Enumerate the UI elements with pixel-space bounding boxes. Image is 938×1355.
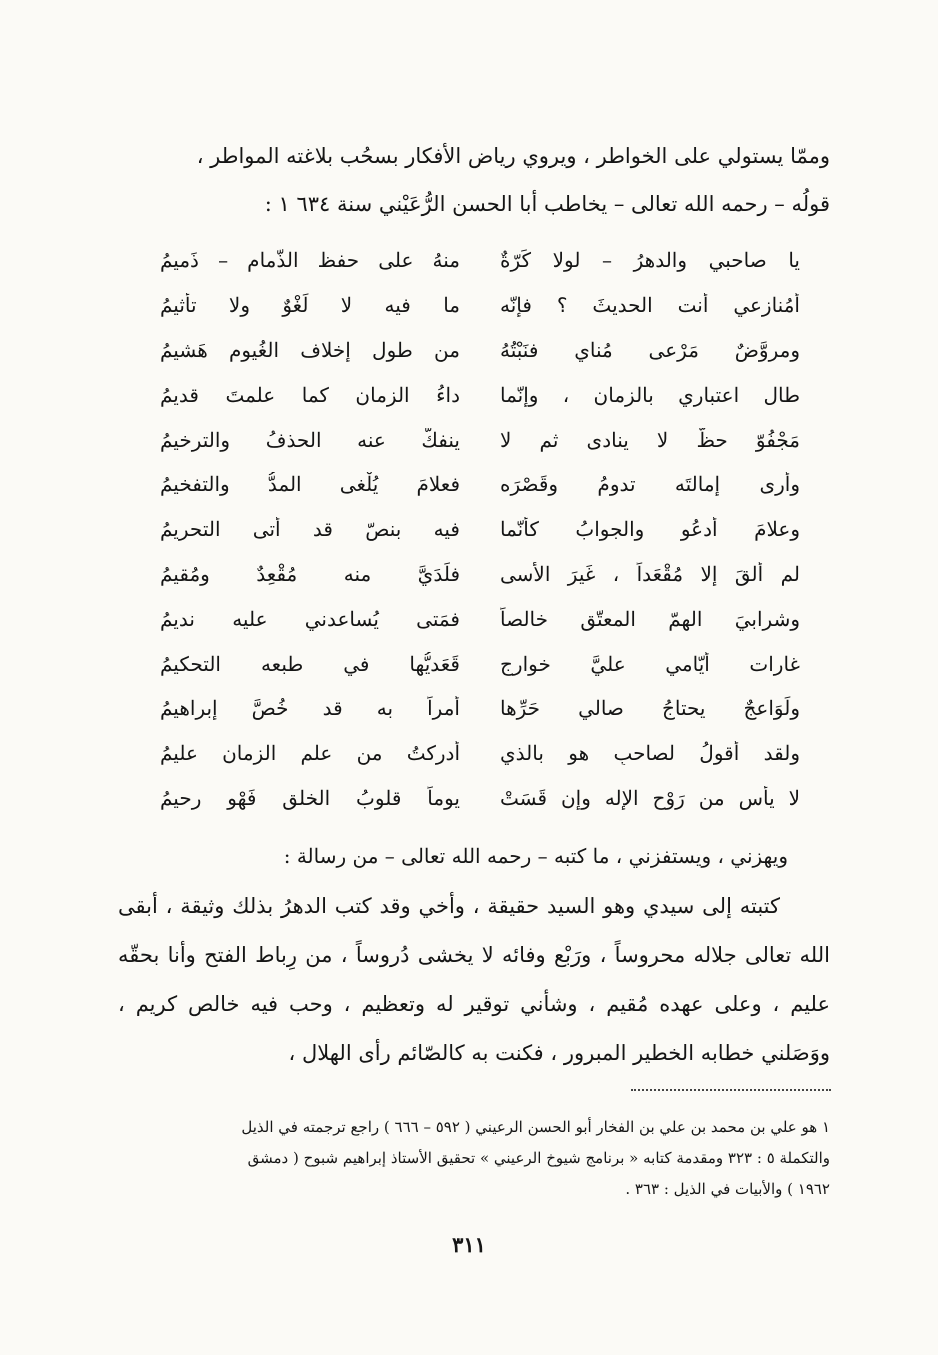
verse-first-hemistich: طال اعتباري بالزمان ، وإنّما [500, 382, 800, 407]
verse-first-hemistich: وعلامَ أدعُو والجوابُ كأنّما [500, 517, 800, 542]
poem-verse [160, 731, 800, 776]
verse-second-hemistich: ما فيه لا لَغْوٌ ولا تأثيمُ [160, 293, 460, 318]
verse-first-hemistich: يا صاحبي والدهرُ – لولا كَرّةٌ [500, 248, 800, 273]
footnote-line-2: والتكملة ٥ : ٣٢٣ ومقدمة كتابه « برنامج شيوخ الرعيني » تحقيق الأستاذ إبراهيم شبوح ( دمشق [247, 1149, 830, 1167]
verse-first-hemistich: لا يأس من رَوْح الإله وإن قَسَتْ [500, 785, 800, 810]
poem-verse [160, 372, 800, 417]
footnote-divider [631, 1089, 831, 1091]
intro-line-1: وممّا يستولي على الخواطر ، ويروي رياض الأفكار بسحُب بلاغته المواطر ، [196, 144, 830, 168]
intro-line-2: قولُه – رحمه الله تعالى – يخاطب أبا الحسن الرُّعَيْني سنة ٦٣٤ ١ : [264, 192, 830, 216]
poem-verse [160, 417, 800, 462]
verse-second-hemistich: فيه بنصّ قد أتى التحريمُ [160, 517, 460, 542]
verse-second-hemistich: من طول إخلاف الغُيوم هَشيمُ [160, 337, 460, 362]
verse-first-hemistich: مَجْفُوّ حظّ لا ينادى ثم لا [500, 427, 800, 452]
after-poem-line: ويهزني ، ويستفزني ، ما كتبه – رحمه الله تعالى – من رسالة : [283, 844, 788, 868]
footnote [118, 1112, 830, 1205]
poem-verse [160, 328, 800, 373]
verse-second-hemistich: منهُ على حفظ الذّمام – ذَميمُ [160, 248, 460, 273]
verse-second-hemistich: يوماً قلوبُ الخلق فَهْو رحيمُ [160, 785, 460, 810]
verse-first-hemistich: لم ألقَ إلا مُقْعَداً ، غَيرَ الأسى [500, 561, 800, 586]
verse-first-hemistich: وشرابيَ الهمّ المعتّق خالصاً [500, 606, 800, 631]
footnote-line-1: ١ هو علي بن محمد بن علي بن الفخار أبو الحسن الرعيني ( ٥٩٢ – ٦٦٦ ) راجع ترجمته في الذيل [241, 1118, 830, 1136]
verse-first-hemistich: وأرى إمالتَه تدومُ وقَصْرَه [500, 472, 800, 497]
verse-second-hemistich: فلَدَيَّ منه مُقْعِدٌ ومُقيمُ [160, 561, 460, 586]
poem-verse [160, 552, 800, 597]
poem-verse [160, 686, 800, 731]
intro-paragraph [120, 132, 830, 228]
poem-verse [160, 283, 800, 328]
letter-paragraph [118, 882, 830, 1078]
verse-first-hemistich: أمُنازِعي أنت الحديثَ ؟ فإنّه [500, 293, 800, 318]
footnote-line-3: ١٩٦٢ ) والأبيات في الذيل : ٣٦٣ . [625, 1180, 830, 1198]
verse-first-hemistich: غارات أيّامي عليَّ خوارج [500, 651, 800, 676]
letter-text: كتبته إلى سيدي وهو السيد حقيقة ، وأخي وقد كتب الدهرُ بذلك وثيقة ، أبقى الله تعالى جلاله محروساً ، ورَبْع وفائه لا يخشى دُروساً ، من رِباط الفتح وأنا بحقّه عليم ، وعلى عهده مُقيم ، وشأني توقير له وتعظيم ، وحب فيه خالص كريم ، ووَصَلني خطابه الخطير المبرور ، فكنت به كالصّائم رأى الهلال ، [118, 894, 830, 1065]
verse-second-hemistich: فمَتى يُساعدني عليه نديمُ [160, 606, 460, 631]
verse-first-hemistich: ومروَّضٌ مَرْعى مُناي فنَبْتُهُ [500, 337, 800, 362]
verse-first-hemistich: ولقد أقولُ لصاحبٍ هو بالذي [500, 741, 800, 766]
verse-second-hemistich: داءُ الزمان كما علمتَ قديمُ [160, 382, 460, 407]
verse-first-hemistich: ولَوَاعجٌ يحتاجُ صالي حَرِّها [500, 696, 800, 721]
poem-verse [160, 596, 800, 641]
verse-second-hemistich: أمراً به قد خُصَّ إبراهيمُ [160, 696, 460, 721]
poem-verse [160, 776, 800, 821]
verse-second-hemistich: قَعَديُّها في طبعه التحكيمُ [160, 651, 460, 676]
poem-verse [160, 238, 800, 283]
verse-second-hemistich: فعلامَ يُلْغى المدُّ والتفخيمُ [160, 472, 460, 497]
page-number: ٣١١ [452, 1232, 486, 1257]
poem-verse [160, 641, 800, 686]
poem-verse [160, 507, 800, 552]
verse-second-hemistich: أدركتُ من علم الزمان عليمُ [160, 741, 460, 766]
verse-second-hemistich: ينفكّ عنه الحذفُ والترخيمُ [160, 427, 460, 452]
poem [160, 238, 800, 820]
poem-verse [160, 462, 800, 507]
